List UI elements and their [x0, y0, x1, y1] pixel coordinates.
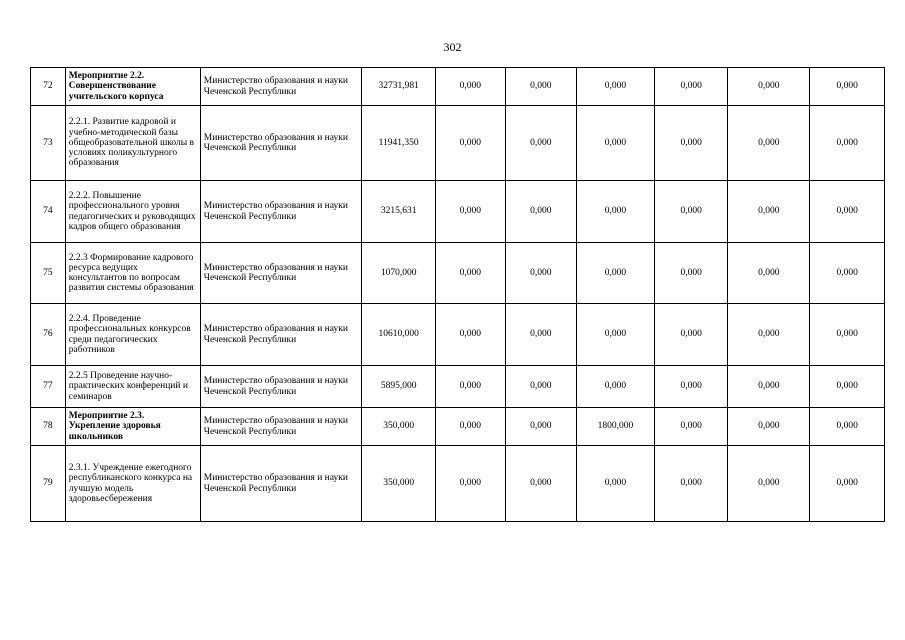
value-cell: 0,000 [728, 106, 810, 181]
value-cell: 0,000 [577, 446, 655, 522]
table-row [31, 68, 885, 106]
value-cell: 0,000 [810, 68, 885, 106]
value-cell: 0,000 [435, 304, 505, 366]
value-cell: 0,000 [505, 106, 577, 181]
table-body [31, 68, 885, 522]
value-cell: 0,000 [728, 243, 810, 304]
value-cell: 0,000 [505, 408, 577, 446]
activity-name: Мероприятие 2.3. Укрепление здоровья школьников [65, 408, 200, 446]
value-cell: 0,000 [505, 68, 577, 106]
value-cell: 0,000 [654, 446, 728, 522]
value-cell: 0,000 [435, 106, 505, 181]
value-cell: 0,000 [435, 446, 505, 522]
value-cell: 350,000 [362, 408, 436, 446]
executor: Министерство образования и науки Чеченской Республики [200, 408, 362, 446]
value-cell: 0,000 [435, 366, 505, 408]
value-cell: 0,000 [505, 366, 577, 408]
value-cell: 0,000 [728, 68, 810, 106]
value-cell: 0,000 [577, 106, 655, 181]
activity-name: 2.3.1. Учреждение ежегодного республиканского конкурса на лучшую модель здоровьесбережения [65, 446, 200, 522]
value-cell: 32731,981 [362, 68, 436, 106]
value-cell: 0,000 [728, 408, 810, 446]
value-cell: 0,000 [505, 446, 577, 522]
value-cell: 0,000 [654, 366, 728, 408]
value-cell: 5895,000 [362, 366, 436, 408]
value-cell: 0,000 [810, 446, 885, 522]
value-cell: 0,000 [654, 304, 728, 366]
value-cell: 0,000 [810, 181, 885, 243]
value-cell: 0,000 [728, 446, 810, 522]
table-row [31, 106, 885, 181]
table-row [31, 446, 885, 522]
table-row [31, 181, 885, 243]
activity-name: 2.2.1. Развитие кадровой и учебно-методической базы общеобразовательной школы в условиях поликультурного образования [65, 106, 200, 181]
executor: Министерство образования и науки Чеченской Республики [200, 106, 362, 181]
executor: Министерство образования и науки Чеченской Республики [200, 181, 362, 243]
page-number: 302 [443, 40, 462, 54]
value-cell: 0,000 [810, 106, 885, 181]
table-row [31, 304, 885, 366]
executor: Министерство образования и науки Чеченской Республики [200, 68, 362, 106]
activity-name: 2.2.3 Формирование кадрового ресурса ведущих консультантов по вопросам развития системы образования [65, 243, 200, 304]
executor: Министерство образования и науки Чеченской Республики [200, 304, 362, 366]
value-cell: 0,000 [654, 408, 728, 446]
row-number: 76 [31, 304, 66, 366]
row-number: 73 [31, 106, 66, 181]
executor: Министерство образования и науки Чеченской Республики [200, 243, 362, 304]
value-cell: 0,000 [654, 106, 728, 181]
value-cell: 0,000 [577, 366, 655, 408]
value-cell: 0,000 [435, 243, 505, 304]
value-cell: 350,000 [362, 446, 436, 522]
row-number: 79 [31, 446, 66, 522]
row-number: 74 [31, 181, 66, 243]
value-cell: 0,000 [810, 243, 885, 304]
value-cell: 0,000 [810, 304, 885, 366]
activity-name: Мероприятие 2.2. Совершенствование учительского корпуса [65, 68, 200, 106]
value-cell: 0,000 [810, 366, 885, 408]
value-cell: 0,000 [577, 68, 655, 106]
value-cell: 0,000 [810, 408, 885, 446]
row-number: 72 [31, 68, 66, 106]
value-cell: 0,000 [505, 304, 577, 366]
executor: Министерство образования и науки Чеченской Республики [200, 446, 362, 522]
value-cell: 0,000 [577, 243, 655, 304]
table-row [31, 366, 885, 408]
activity-name: 2.2.5 Проведение научно-практических конференций и семинаров [65, 366, 200, 408]
value-cell: 0,000 [435, 408, 505, 446]
budget-table [30, 67, 885, 522]
row-number: 78 [31, 408, 66, 446]
value-cell: 11941,350 [362, 106, 436, 181]
value-cell: 0,000 [435, 181, 505, 243]
value-cell: 0,000 [728, 304, 810, 366]
value-cell: 1800,000 [577, 408, 655, 446]
table-row [31, 408, 885, 446]
value-cell: 0,000 [728, 366, 810, 408]
value-cell: 0,000 [654, 68, 728, 106]
value-cell: 0,000 [654, 243, 728, 304]
value-cell: 0,000 [435, 68, 505, 106]
value-cell: 1070,000 [362, 243, 436, 304]
value-cell: 0,000 [505, 181, 577, 243]
value-cell: 0,000 [728, 181, 810, 243]
value-cell: 3215,631 [362, 181, 436, 243]
activity-name: 2.2.2. Повышение профессионального уровня педагогических и руководящих кадров общего образования [65, 181, 200, 243]
value-cell: 0,000 [577, 181, 655, 243]
value-cell: 10610,000 [362, 304, 436, 366]
activity-name: 2.2.4. Проведение профессиональных конкурсов среди педагогических работников [65, 304, 200, 366]
value-cell: 0,000 [654, 181, 728, 243]
row-number: 75 [31, 243, 66, 304]
value-cell: 0,000 [577, 304, 655, 366]
table-row [31, 243, 885, 304]
executor: Министерство образования и науки Чеченской Республики [200, 366, 362, 408]
value-cell: 0,000 [505, 243, 577, 304]
row-number: 77 [31, 366, 66, 408]
